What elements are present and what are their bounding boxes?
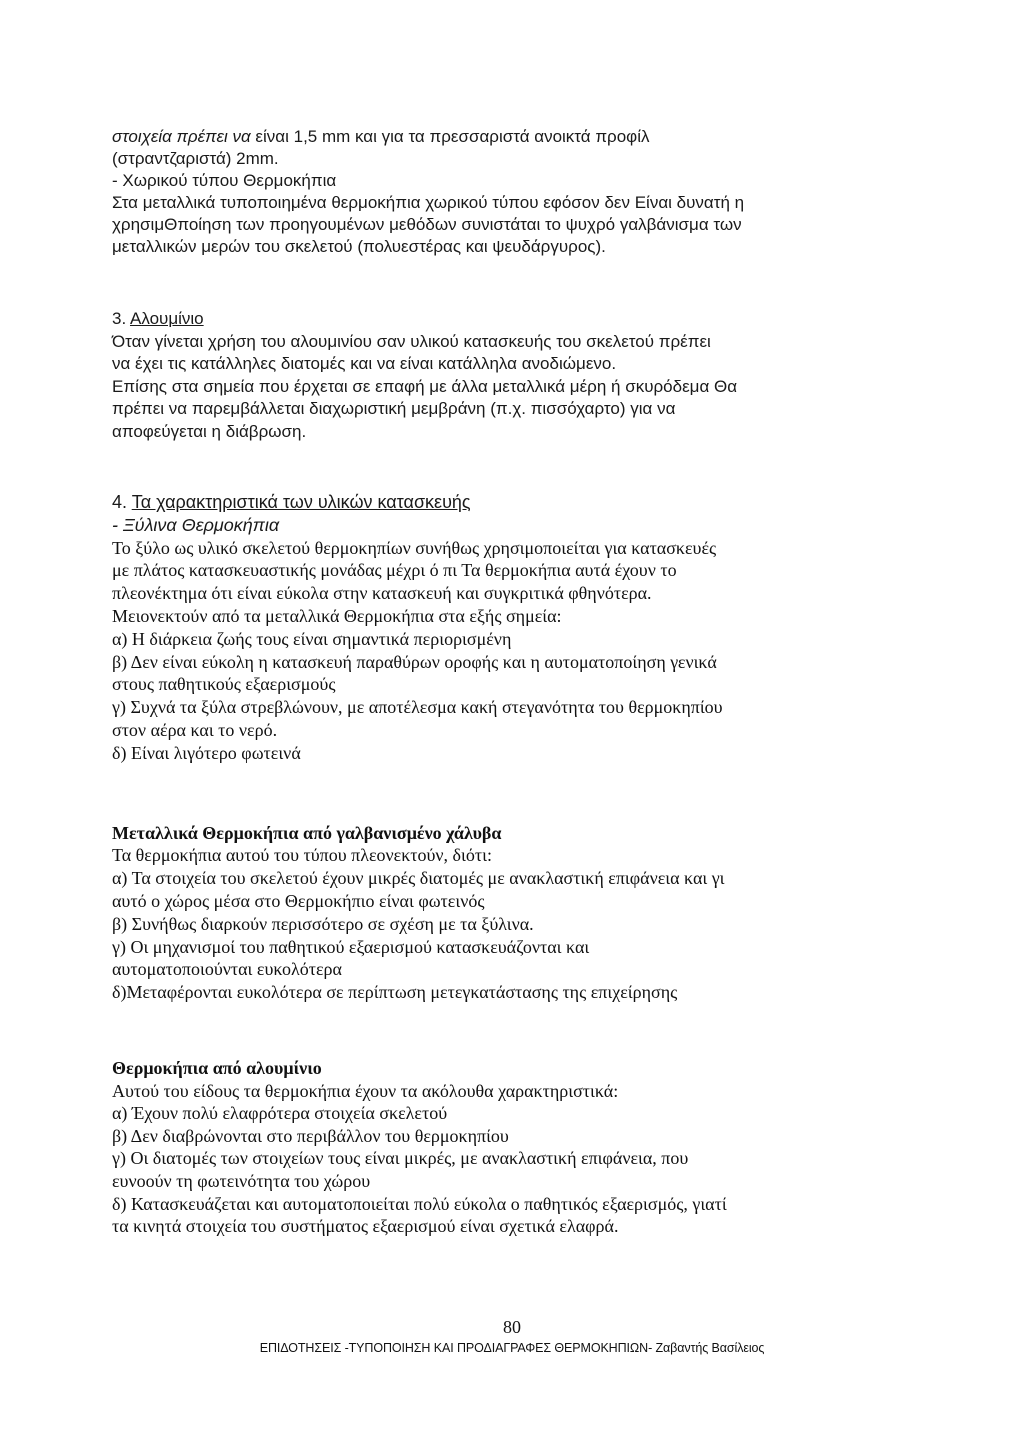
- page-content: [112, 126, 862, 1238]
- section-5-line: Τα θερμοκήπια αυτού του τύπου πλεονεκτούν, διότι:: [112, 845, 492, 866]
- section-4-line: α) Η διάρκεια ζωής τους είναι σημαντικά περιορισμένη: [112, 628, 512, 649]
- section-4-line: β) Δεν είναι εύκολη η κατασκευή παραθύρων οροφής και η αυτοματοποίηση γενικά: [112, 651, 717, 672]
- section-3-line: Όταν γίνεται χρήση του αλουμινίου σαν υλικού κατασκευής του σκελετού πρέπει: [112, 331, 711, 351]
- section-4-line: Το ξύλο ως υλικό σκελετού θερμοκηπίων συνήθως χρησιμοποιείται για κατασκευές: [112, 537, 717, 558]
- section-4-line: στον αέρα και το νερό.: [112, 719, 278, 740]
- intro-line-3: - Χωρικού τύπου Θερμοκήπια: [112, 171, 337, 190]
- section-3-line: αποφεύγεται η διάβρωση.: [112, 421, 307, 441]
- section-5-line: β) Συνήθως διαρκούν περισσότερο σε σχέση με τα ξύλινα.: [112, 913, 534, 934]
- section-6-line: ευνοούν τη φωτεινότητα του χώρου: [112, 1170, 371, 1191]
- section-4-line: δ) Είναι λιγότερο φωτεινά: [112, 742, 301, 763]
- section-galvanized-steel: [112, 822, 862, 1004]
- section-6-heading: Θερμοκήπια από αλουμίνιο: [112, 1057, 322, 1078]
- section-6-line: α) Έχουν πολύ ελαφρότερα στοιχεία σκελετού: [112, 1103, 448, 1124]
- page-number: 80: [503, 1317, 521, 1337]
- section-5-line: γ) Οι μηχανισμοί του παθητικού εξαερισμού κατασκευάζονται και: [112, 936, 590, 957]
- section-4-line: γ) Συχνά τα ξύλα στρεβλώνουν, με αποτέλεσμα κακή στεγανότητα του θερμοκηπίου: [112, 697, 723, 718]
- section-3-line: να έχει τις κατάλληλες διατομές και να είναι κατάλληλα ανοδιώμενο.: [112, 354, 617, 373]
- intro-line-1: στοιχεία πρέπει να είναι 1,5 mm και για τα πρεσσαριστά ανοικτά προφίλ: [112, 127, 650, 146]
- section-5-line: αυτοματοποιούνται ευκολότερα: [112, 959, 342, 980]
- section-4-line: πλεονέκτημα ότι είναι εύκολα στην κατασκευή και συγκριτικά φθηνότερα.: [112, 583, 652, 604]
- section-4-line: με πλάτος κατασκευαστικής μονάδας μέχρι ό πι Τα θερμοκήπια αυτά έχουν το: [112, 560, 677, 581]
- section-4-materials: [112, 491, 862, 765]
- section-4-heading: 4. Τα χαρακτηριστικά των υλικών κατασκευής: [112, 492, 471, 512]
- section-6-line: δ) Κατασκευάζεται και αυτοματοποιείται πολύ εύκολα ο παθητικός εξαερισμός, γιατί: [112, 1193, 727, 1214]
- section-3-aluminium: [112, 308, 862, 443]
- section-4-subheading: - Ξύλινα Θερμοκήπια: [112, 514, 280, 535]
- section-6-line: Αυτού του είδους τα θερμοκήπια έχουν τα ακόλουθα χαρακτηριστικά:: [112, 1080, 619, 1101]
- section-4-line: Μειονεκτούν από τα μεταλλικά Θερμοκήπια στα εξής σημεία:: [112, 605, 562, 626]
- section-aluminium-greenhouses: [112, 1057, 862, 1238]
- section-5-heading: Μεταλλικά Θερμοκήπια από γαλβανισμένο χάλυβα: [112, 822, 502, 843]
- section-6-line: β) Δεν διαβρώνονται στο περιβάλλον του θερμοκηπίου: [112, 1125, 509, 1146]
- intro-italic-fragment: στοιχεία πρέπει να: [112, 127, 251, 146]
- intro-block: [112, 126, 862, 258]
- section-6-line: γ) Οι διατομές των στοιχείων τους είναι μικρές, με ανακλαστική επιφάνεια, που: [112, 1148, 689, 1169]
- section-5-line: δ)Μεταφέρονται ευκολότερα σε περίπτωση μετεγκατάστασης της επιχείρησης: [112, 982, 678, 1003]
- section-5-line: αυτό ο χώρος μέσα στο Θερμοκήπιο είναι φωτεινός: [112, 890, 485, 911]
- intro-line-2: (στραντζαριστά) 2mm.: [112, 149, 279, 168]
- intro-line-4: Στα μεταλλικά τυποποιημένα θερμοκήπια χωρικού τύπου εφόσον δεν Είναι δυνατή η: [112, 193, 745, 212]
- section-5-line: α) Τα στοιχεία του σκελετού έχουν μικρές διατομές με ανακλαστική επιφάνεια και γι: [112, 868, 725, 889]
- intro-line-5: χρησιμΘποίηση των προηγουμένων μεθόδων συνιστάται το ψυχρό γαλβάνισμα των: [112, 215, 742, 234]
- section-4-line: στους παθητικούς εξαερισμούς: [112, 674, 336, 695]
- intro-line-6: μεταλλικών μερών του σκελετού (πολυεστέρας και ψευδάργυρος).: [112, 237, 606, 256]
- section-3-heading: 3. Αλουμίνιο: [112, 309, 204, 328]
- section-3-line: πρέπει να παρεμβάλλεται διαχωριστική μεμβράνη (π.χ. πισσόχαρτο) για να: [112, 399, 676, 418]
- page-footer: ΕΠΙΔΟΤΗΣΕΙΣ -ΤΥΠΟΠΟΙΗΣΗ ΚΑΙ ΠΡΟΔΙΑΓΡΑΦΕΣ ΘΕΡΜΟΚΗΠΙΩΝ- Ζαβαντής Βασίλειος: [259, 1341, 765, 1355]
- section-3-line: Επίσης στα σημεία που έρχεται σε επαφή με άλλα μεταλλικά μέρη ή σκυρόδεμα Θα: [112, 376, 738, 396]
- section-6-line: τα κινητά στοιχεία του συστήματος εξαερισμού είναι σχετικά ελαφρά.: [112, 1216, 619, 1237]
